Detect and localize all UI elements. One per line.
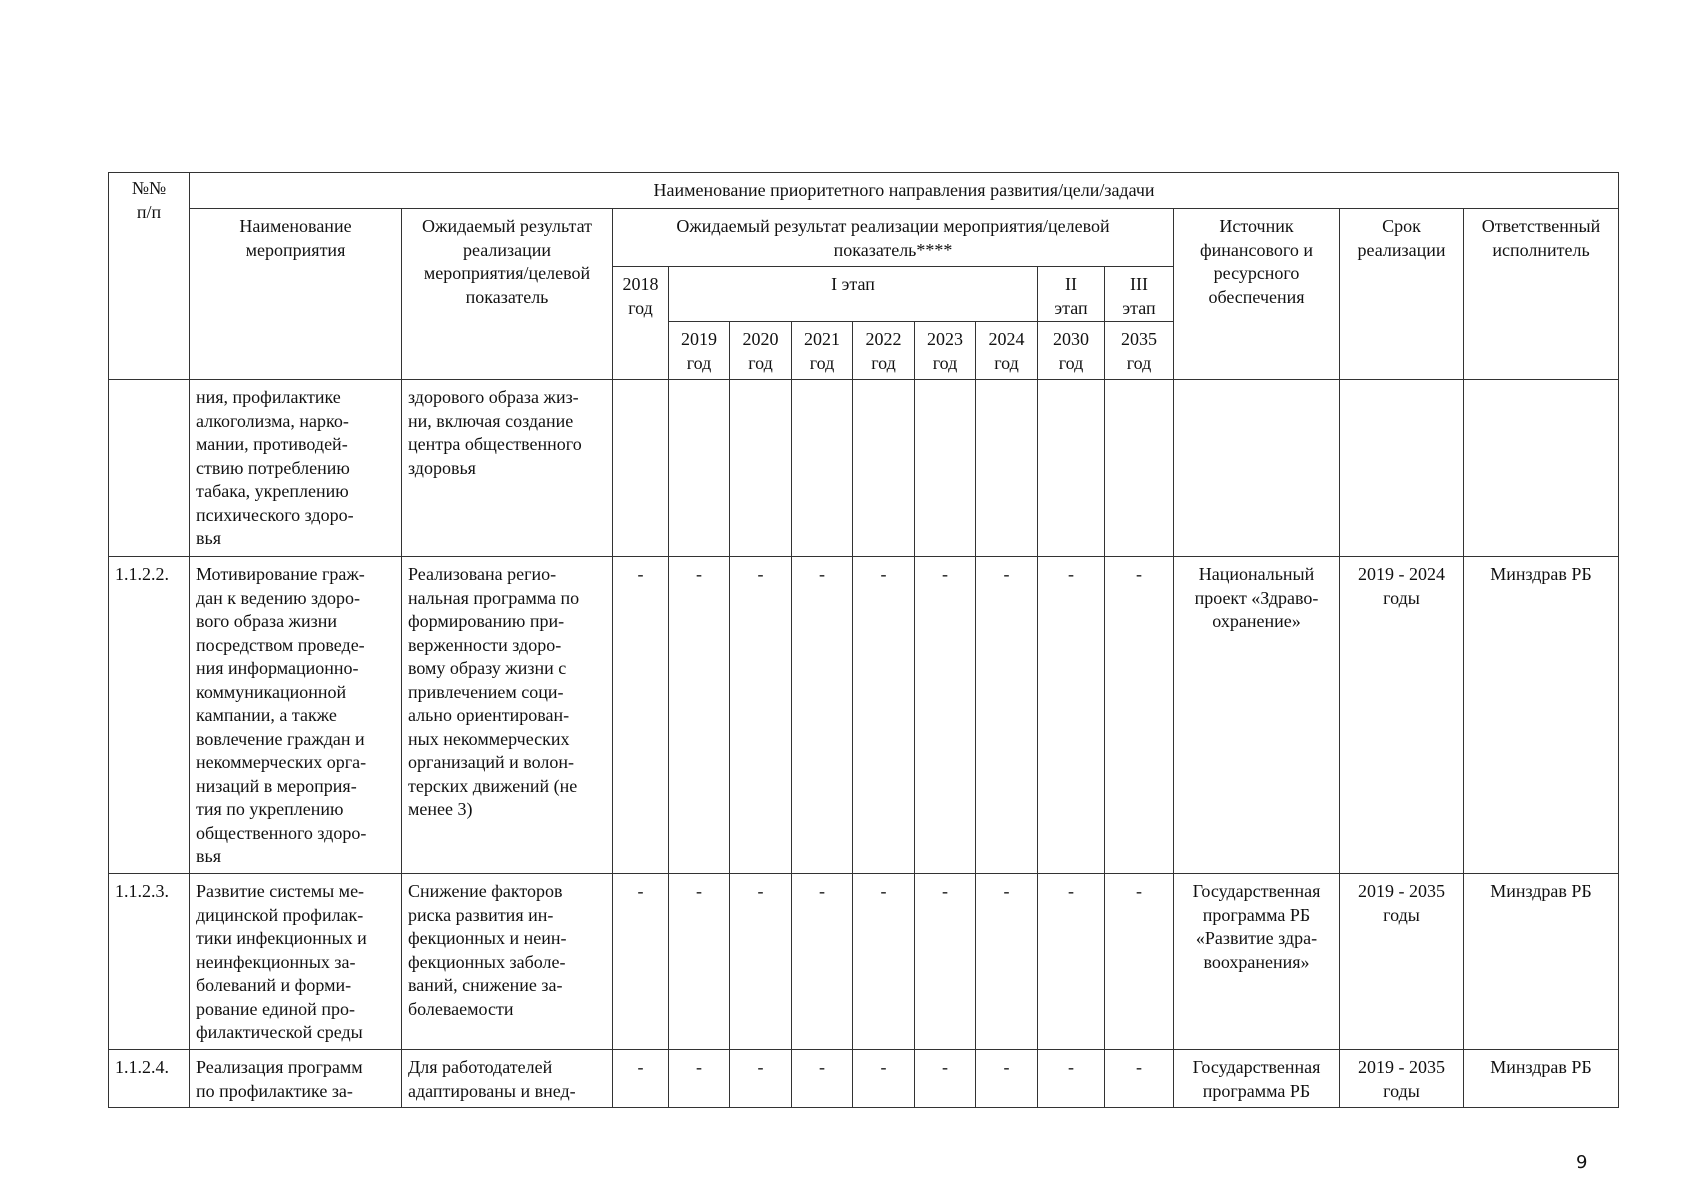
expected-cell: здорового образа жиз- ни, включая создание центра общественного здоровья bbox=[402, 380, 613, 557]
value-cell: - bbox=[669, 1050, 730, 1108]
value-cell bbox=[1038, 380, 1105, 557]
expected-indicator-header: Ожидаемый результат реализации мероприятия/целевой показатель**** bbox=[613, 209, 1174, 267]
responsible-cell: Минздрав РБ bbox=[1464, 874, 1619, 1050]
expected-cell: Реализована регио- нальная программа по формированию при- верженности здоро- вому образу жизни с привлечением соци- ально ориентирован- ных некоммерческих организаций и волон- терских движений (не менее 3) bbox=[402, 557, 613, 874]
value-cell: - bbox=[730, 1050, 792, 1108]
stage2-header: II этап bbox=[1038, 267, 1105, 322]
value-cell: - bbox=[915, 557, 976, 874]
event-cell: Мотивирование граж- дан к ведению здоро- вого образа жизни посредством проведе- ния информационно- коммуникационной кампании, а также вовлечение граждан и некоммерческих орга- низаций в мероприя- тия по укреплению общественного здоро- вья bbox=[190, 557, 402, 874]
value-cell: - bbox=[853, 874, 915, 1050]
responsible-header: Ответственный исполнитель bbox=[1464, 209, 1619, 380]
value-cell: - bbox=[1105, 557, 1174, 874]
value-cell bbox=[669, 380, 730, 557]
event-cell: ния, профилактике алкоголизма, нарко- мании, противодей- ствию потреблению табака, укреплению психического здоро- вья bbox=[190, 380, 402, 557]
event-cell: Реализация программ по профилактике за- bbox=[190, 1050, 402, 1108]
row-number: 1.1.2.3. bbox=[109, 874, 190, 1050]
value-cell: - bbox=[1105, 1050, 1174, 1108]
value-cell bbox=[1105, 380, 1174, 557]
value-cell: - bbox=[853, 1050, 915, 1108]
value-cell: - bbox=[730, 557, 792, 874]
value-cell: - bbox=[792, 874, 853, 1050]
value-cell bbox=[976, 380, 1038, 557]
responsible-cell: Минздрав РБ bbox=[1464, 557, 1619, 874]
value-cell: - bbox=[915, 874, 976, 1050]
year-header: 2022 год bbox=[853, 322, 915, 380]
value-cell: - bbox=[1038, 874, 1105, 1050]
value-cell: - bbox=[976, 874, 1038, 1050]
responsible-cell bbox=[1464, 380, 1619, 557]
source-cell bbox=[1174, 380, 1340, 557]
year-header: 2023 год bbox=[915, 322, 976, 380]
value-cell: - bbox=[1038, 557, 1105, 874]
year-header: 2024 год bbox=[976, 322, 1038, 380]
value-cell: - bbox=[613, 874, 669, 1050]
plan-table bbox=[108, 172, 1619, 1108]
term-cell bbox=[1340, 380, 1464, 557]
source-cell: Государственная программа РБ bbox=[1174, 1050, 1340, 1108]
main-title-header: Наименование приоритетного направления развития/цели/задачи bbox=[190, 173, 1619, 209]
term-header: Срок реализации bbox=[1340, 209, 1464, 380]
stage1-header: I этап bbox=[669, 267, 1038, 322]
table-row bbox=[109, 380, 1619, 557]
value-cell: - bbox=[792, 557, 853, 874]
table-row bbox=[109, 557, 1619, 874]
value-cell: - bbox=[1105, 874, 1174, 1050]
value-cell: - bbox=[730, 874, 792, 1050]
source-header: Источник финансового и ресурсного обеспечения bbox=[1174, 209, 1340, 380]
responsible-cell: Минздрав РБ bbox=[1464, 1050, 1619, 1108]
stage3-header: III этап bbox=[1105, 267, 1174, 322]
year-header: 2030 год bbox=[1038, 322, 1105, 380]
event-cell: Развитие системы ме- дицинской профилак- тики инфекционных и неинфекционных за- болеваний и форми- рование единой про- филактической среды bbox=[190, 874, 402, 1050]
year-header: 2019 год bbox=[669, 322, 730, 380]
value-cell: - bbox=[976, 1050, 1038, 1108]
term-cell: 2019 - 2035 годы bbox=[1340, 1050, 1464, 1108]
value-cell: - bbox=[792, 1050, 853, 1108]
year-2018-header: 2018 год bbox=[613, 267, 669, 380]
value-cell bbox=[792, 380, 853, 557]
expected-header: Ожидаемый результат реализации мероприятия/целевой показатель bbox=[402, 209, 613, 380]
expected-cell: Для работодателей адаптированы и внед- bbox=[402, 1050, 613, 1108]
value-cell bbox=[730, 380, 792, 557]
row-number: 1.1.2.4. bbox=[109, 1050, 190, 1108]
value-cell: - bbox=[915, 1050, 976, 1108]
row-number: 1.1.2.2. bbox=[109, 557, 190, 874]
num-header: №№ п/п bbox=[109, 173, 190, 380]
table-row bbox=[109, 874, 1619, 1050]
table-row bbox=[109, 1050, 1619, 1108]
value-cell: - bbox=[853, 557, 915, 874]
value-cell: - bbox=[1038, 1050, 1105, 1108]
value-cell: - bbox=[613, 557, 669, 874]
term-cell: 2019 - 2024 годы bbox=[1340, 557, 1464, 874]
value-cell: - bbox=[669, 557, 730, 874]
value-cell bbox=[915, 380, 976, 557]
year-header: 2021 год bbox=[792, 322, 853, 380]
value-cell bbox=[853, 380, 915, 557]
year-header: 2020 год bbox=[730, 322, 792, 380]
row-number bbox=[109, 380, 190, 557]
event-header: Наименование мероприятия bbox=[190, 209, 402, 380]
value-cell: - bbox=[976, 557, 1038, 874]
source-cell: Национальный проект «Здраво- охранение» bbox=[1174, 557, 1340, 874]
term-cell: 2019 - 2035 годы bbox=[1340, 874, 1464, 1050]
year-header: 2035 год bbox=[1105, 322, 1174, 380]
value-cell bbox=[613, 380, 669, 557]
expected-cell: Снижение факторов риска развития ин- фекционных и неин- фекционных заболе- ваний, снижение за- болеваемости bbox=[402, 874, 613, 1050]
page-number: 9 bbox=[1576, 1152, 1588, 1173]
source-cell: Государственная программа РБ «Развитие здра- воохранения» bbox=[1174, 874, 1340, 1050]
value-cell: - bbox=[613, 1050, 669, 1108]
value-cell: - bbox=[669, 874, 730, 1050]
